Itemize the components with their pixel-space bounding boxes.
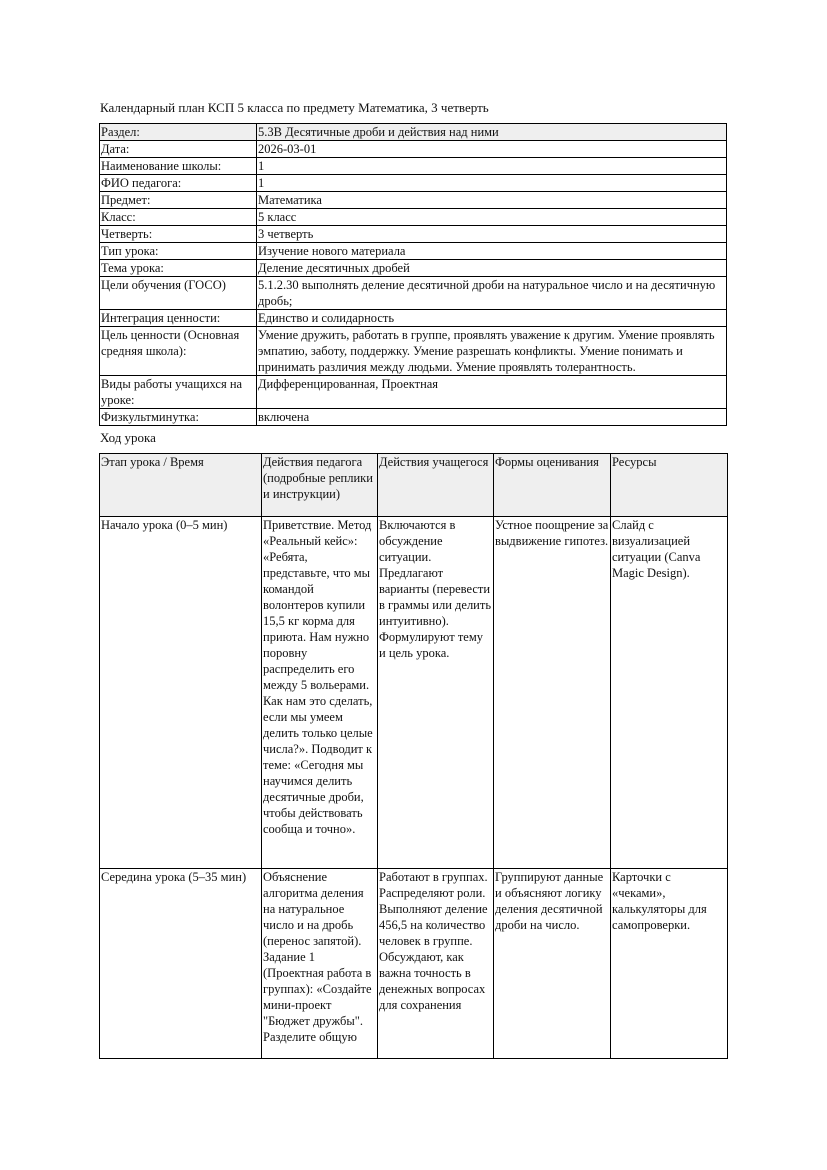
info-row — [100, 158, 727, 175]
table-row — [100, 869, 728, 1059]
teacher-cell — [262, 869, 378, 1059]
resources-cell — [611, 869, 728, 1059]
info-value: 2026-03-01 — [257, 141, 727, 158]
teacher-text: Объяснение алгоритма деления на натуральное число и на дробь (перенос запятой). Задание 1 (Проектная работа в группах): «Создайте мини-проект "Бюджет дружбы". Разделите общую — [263, 870, 372, 1044]
info-row — [100, 175, 727, 192]
info-label: ФИО педагога: — [100, 175, 257, 192]
info-row — [100, 409, 727, 426]
teacher-cell: Приветствие. Метод «Реальный кейс»: «Ребята, представьте, что мы командой волонтеров купили 15,5 кг корма для приюта. Нам нужно поровну распределить его между 5 вольерами. Как нам это сделать, если мы умеем делить только целые числа?». Подводит к теме: «Сегодня мы научимся делить десятичные дроби, чтобы действовать сообща и точно». — [262, 517, 378, 869]
info-row — [100, 277, 727, 310]
info-label: Класс: — [100, 209, 257, 226]
info-label: Тип урока: — [100, 243, 257, 260]
info-value: 1 — [257, 175, 727, 192]
stage-cell: Начало урока (0–5 мин) — [100, 517, 262, 869]
info-label: Цели обучения (ГОСО) — [100, 277, 257, 310]
info-label: Дата: — [100, 141, 257, 158]
info-label: Интеграция ценности: — [100, 310, 257, 327]
header-stage: Этап урока / Время — [100, 454, 262, 517]
page-title: Календарный план КСП 5 класса по предмету Математика, 3 четверть — [100, 100, 489, 115]
info-row — [100, 209, 727, 226]
info-label: Виды работы учащихся на уроке: — [100, 376, 257, 409]
info-row — [100, 226, 727, 243]
info-row — [100, 310, 727, 327]
info-label: Четверть: — [100, 226, 257, 243]
info-value: включена — [257, 409, 727, 426]
student-cell: Включаются в обсуждение ситуации. Предлагают варианты (перевести в граммы или делить интуитивно). Формулируют тему и цель урока. — [378, 517, 494, 869]
info-row — [100, 243, 727, 260]
info-value: Математика — [257, 192, 727, 209]
header-resources: Ресурсы — [611, 454, 728, 517]
info-value: 3 четверть — [257, 226, 727, 243]
assessment-text: Группируют данные и объясняют логику деления десятичной дроби на число. — [495, 870, 604, 932]
lesson-progress-title: Ход урока — [100, 430, 156, 445]
header-assessment: Формы оценивания — [494, 454, 611, 517]
resources-cell: Слайд с визуализацией ситуации (Canva Magic Design). — [611, 517, 728, 869]
student-text: Работают в группах. Распределяют роли. Выполняют деление 456,5 на количество человек в группе. Обсуждают, как важна точность в денежных вопросах для сохранения — [379, 870, 488, 1012]
info-row — [100, 141, 727, 158]
info-row — [100, 192, 727, 209]
info-row — [100, 260, 727, 277]
info-label: Физкультминутка: — [100, 409, 257, 426]
info-value: Деление десятичных дробей — [257, 260, 727, 277]
info-label: Наименование школы: — [100, 158, 257, 175]
info-value: 5.3В Десятичные дроби и действия над ними — [257, 124, 727, 141]
resources-text: Карточки с «чеками», калькуляторы для самопроверки. — [612, 870, 707, 932]
student-cell — [378, 869, 494, 1059]
assessment-cell — [494, 869, 611, 1059]
info-label: Предмет: — [100, 192, 257, 209]
info-value: 1 — [257, 158, 727, 175]
info-row — [100, 327, 727, 376]
info-label: Тема урока: — [100, 260, 257, 277]
info-value: 5 класс — [257, 209, 727, 226]
info-row — [100, 124, 727, 141]
info-value: Изучение нового материала — [257, 243, 727, 260]
table-row — [100, 517, 728, 869]
table-header-row — [100, 454, 728, 517]
info-label: Раздел: — [100, 124, 257, 141]
info-value: 5.1.2.30 выполнять деление десятичной дроби на натуральное число и на десятичную дробь; — [257, 277, 727, 310]
info-value: Дифференцированная, Проектная — [257, 376, 727, 409]
stage-text: Середина урока (5–35 мин) — [101, 870, 247, 884]
lesson-progress-table — [99, 453, 728, 1059]
info-label: Цель ценности (Основная средняя школа): — [100, 327, 257, 376]
info-value: Умение дружить, работать в группе, проявлять уважение к другим. Умение проявлять эмпатию, заботу, поддержку. Умение разрешать конфликты. Умение понимать и принимать различия между людьми. Умение проявлять толерантность. — [257, 327, 727, 376]
header-teacher-actions: Действия педагога (подробные реплики и инструкции) — [262, 454, 378, 517]
header-student-actions: Действия учащегося — [378, 454, 494, 517]
info-row — [100, 376, 727, 409]
info-value: Единство и солидарность — [257, 310, 727, 327]
lesson-info-table — [99, 123, 727, 426]
stage-cell — [100, 869, 262, 1059]
assessment-cell: Устное поощрение за выдвижение гипотез. — [494, 517, 611, 869]
